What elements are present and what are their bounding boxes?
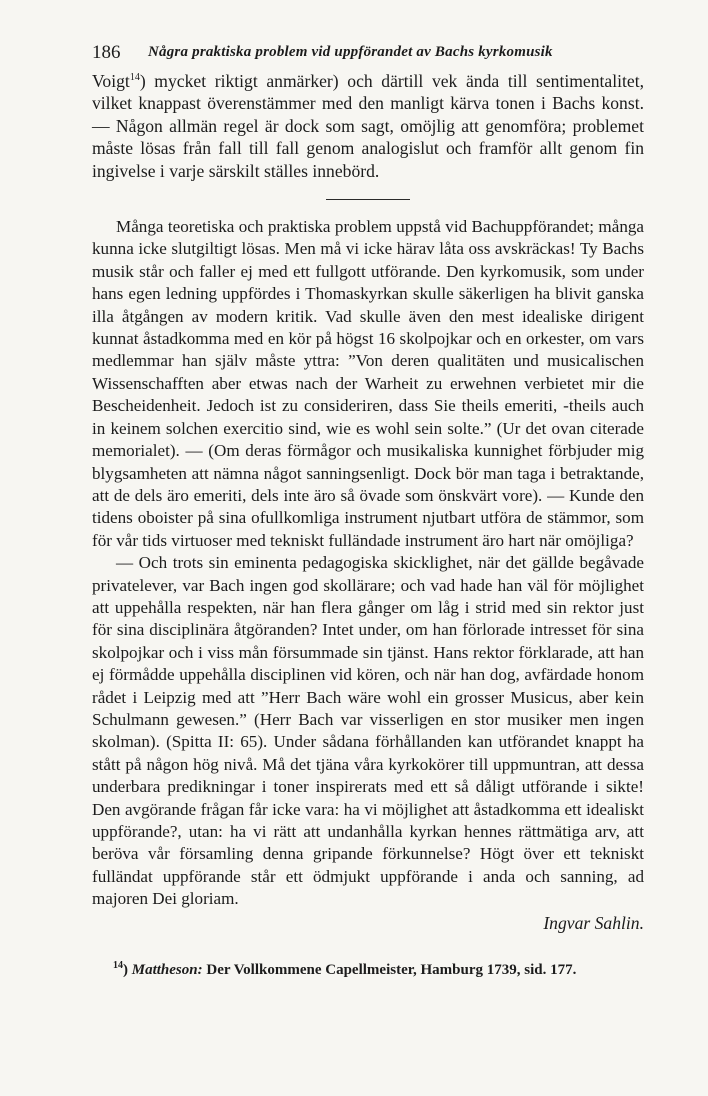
paragraph-bach-as-teacher: — Och trots sin eminenta pedagogiska skicklighet, när det gällde begåvade privatelever, var Bach ingen god skollärare; och vad hade han väl för möjlighet att uppehålla respekten, när han flera gånger om låg i strid med sin rektor just för sina disciplinära åtgöranden? Intet under, om han förlorade intresset för sina skolpojkar och i viss mån försummade sin tjänst. Hans rektor förklarade, att han ej förmådde uppehålla disciplinen vid kören, och när han dog, avfärdade honom rådet i Leipzig med att ”Herr Bach wäre wohl ein grosser Musicus, aber kein Schulmann gewesen.” (Herr Bach var visserligen en stor musiker men ingen skolman). (Spitta II: 65). Under sådana förhållanden kan utförandet knappt ha stått på någon hög nivå. Må det tjäna våra kyrkokörer till uppmuntran, att dessa underbara predikningar i toner inspirerats med ett så dåligt utförande i sikte! Den avgörande frågan får icke vara: ha vi möjlighet att åstadkomma ett idealiskt uppförande?, utan: ha vi rätt att undanhålla kyrkan hennes rättmätiga arv, att beröva vår församling denna gripande förkunnelse? Högt över ett tekniskt fulländat uppförande står ett ödmjukt uppförande i anda och sanning, ad majoren Dei gloriam. (92, 553, 644, 909)
running-title: Några praktiska problem vid uppförandet av Bachs kyrkomusik (148, 44, 553, 60)
paragraph-1-start: Voigt (92, 71, 130, 91)
paragraph-bach-performance-problems: Många teoretiska och praktiska problem uppstå vid Bachuppförandet; många kunna icke slutgiltigt lösas. Men må vi icke härav låta oss avskräckas! Ty Bachs musik står och faller ej med ett fullgott utförande. Den kyrkomusik, som under hans egen ledning uppfördes i Thomaskyrkan skulle säkerligen ha blivit ganska illa åtgången av modern kritik. Vad skulle även den mest idealiske dirigent kunnat åstadkomma med en kör på högst 16 skolpojkar och en orkester, om vars medlemmar han själv måste yttra: ”Von deren qualitäten und musicalischen Wissenschafften aber etwas nach der Warheit zu erwehnen verbietet mir die Bescheidenheit. Jedoch ist zu consideriren, dass Sie theils emeriti, -theils auch in keinem solchen exercitio sind, wie es wohl sein solte.” (Ur det ovan citerade memorialet). — (Om deras förmågor och musikaliska kunnighet förbjuder mig blygsamheten att nämna något sanningsenligt. Dock bör man taga i betraktande, att de dels äro emeriti, dels inte äro så övade som önskvärt vore). — Kunde den tidens oboister på sina ofullkomliga instrument njutbart utföra de stämmor, som för vår tids virtuoser med tekniskt fulländade instrument äro hart när omöjliga? (92, 217, 644, 550)
footnote-text: Der Vollkommene Capellmeister, Hamburg 1739, sid. 177. (206, 961, 577, 978)
page-number: 186 (92, 42, 121, 63)
footnote-author: Mattheson: (131, 961, 203, 978)
paragraph-1-rest: ) mycket riktigt anmärker) och därtill vek ända till sentimentalitet, vilket knappast överenstämmer med den manligt kärva tonen i Bachs konst. — Någon allmän regel är dock som sagt, omöjlig att genomföra; problemet måste lösas från fall till fall genom analogislut och framför allt genom fin ingivelse i varje särskilt ställes innebörd. (92, 71, 644, 181)
footnote: $^{14}$) Mattheson: Der Vollkommene Capellmeister, Hamburg 1739, sid. 177. (113, 959, 577, 978)
paragraph-voigt-remark (92, 70, 644, 182)
footnote-reference: 14 (129, 72, 140, 84)
page-header (92, 40, 644, 70)
book-page (92, 40, 644, 980)
section-divider (326, 199, 410, 200)
author-signature: Ingvar Sahlin. (543, 912, 644, 933)
footnote-marker: 14 (113, 959, 123, 971)
